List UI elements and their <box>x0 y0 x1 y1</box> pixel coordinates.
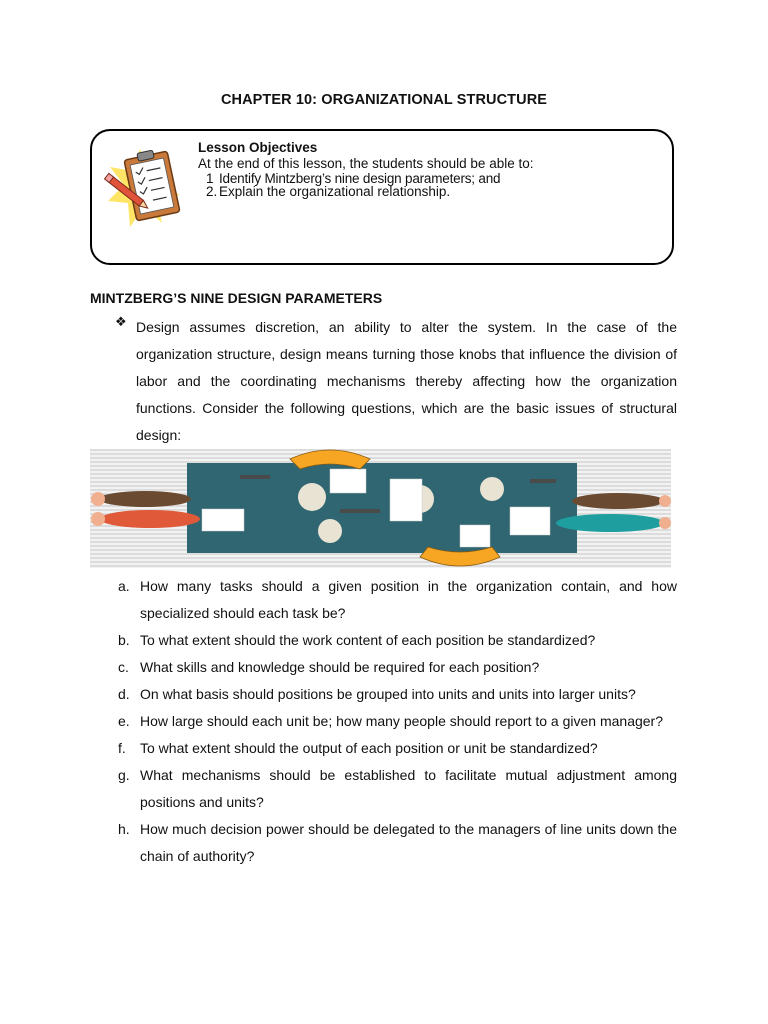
objective-item <box>198 185 533 198</box>
question-text: What mechanisms should be established to facilitate mutual adjustment among positions and units? <box>140 767 677 810</box>
intro-paragraph: Design assumes discretion, an ability to alter the system. In the case of the organization structure, design means turning those knobs that influence the division of labor and the coordinating mechanisms thereby affecting how the organization functions. Consider the following questions, which are the basic issues of structural design: <box>136 319 677 443</box>
question-item <box>118 816 677 870</box>
question-item <box>118 681 677 708</box>
question-text: How many tasks should a given position in the organization contain, and how specialized should each task be? <box>140 578 677 621</box>
question-letter: e. <box>118 713 130 729</box>
clipboard-checklist-icon <box>100 145 192 233</box>
objectives-heading: Lesson Objectives <box>198 140 318 155</box>
question-item <box>118 627 677 654</box>
question-letter: d. <box>118 686 130 702</box>
question-text: How much decision power should be delegated to the managers of line units down the chain of authority? <box>140 821 677 864</box>
objective-text: Explain the organizational relationship. <box>219 184 451 199</box>
question-item <box>118 735 677 762</box>
question-letter: a. <box>118 578 130 594</box>
question-text: To what extent should the output of each position or unit be standardized? <box>140 740 598 756</box>
question-letter: b. <box>118 632 130 648</box>
question-text: On what basis should positions be grouped into units and units into larger units? <box>140 686 636 702</box>
question-item <box>118 573 677 627</box>
question-letter: c. <box>118 659 129 675</box>
objectives-content <box>198 140 533 198</box>
lesson-objectives-box <box>90 129 674 265</box>
intro-bullet <box>115 314 677 449</box>
meeting-table-illustration <box>90 449 671 568</box>
question-letter: g. <box>118 767 130 783</box>
objectives-list <box>198 172 533 198</box>
question-letter: h. <box>118 821 130 837</box>
objective-number: 2. <box>206 184 218 199</box>
question-item <box>118 708 677 735</box>
section-heading: MINTZBERG’S NINE DESIGN PARAMETERS <box>90 290 383 306</box>
question-letter: f. <box>118 740 126 756</box>
objective-number: 1 <box>206 171 214 186</box>
question-text: What skills and knowledge should be required for each position? <box>140 659 540 675</box>
objectives-intro: At the end of this lesson, the students should be able to: <box>198 156 534 171</box>
question-text: How large should each unit be; how many people should report to a given manager? <box>140 713 663 729</box>
objective-text: Identify Mintzberg’s nine design parameters; and <box>219 171 501 186</box>
question-text: To what extent should the work content of each position be standardized? <box>140 632 596 648</box>
questions-list <box>118 573 677 870</box>
question-item <box>118 762 677 816</box>
diamond-bullet-icon: ❖ <box>115 314 127 329</box>
chapter-title: CHAPTER 10: ORGANIZATIONAL STRUCTURE <box>220 92 548 108</box>
question-item <box>118 654 677 681</box>
